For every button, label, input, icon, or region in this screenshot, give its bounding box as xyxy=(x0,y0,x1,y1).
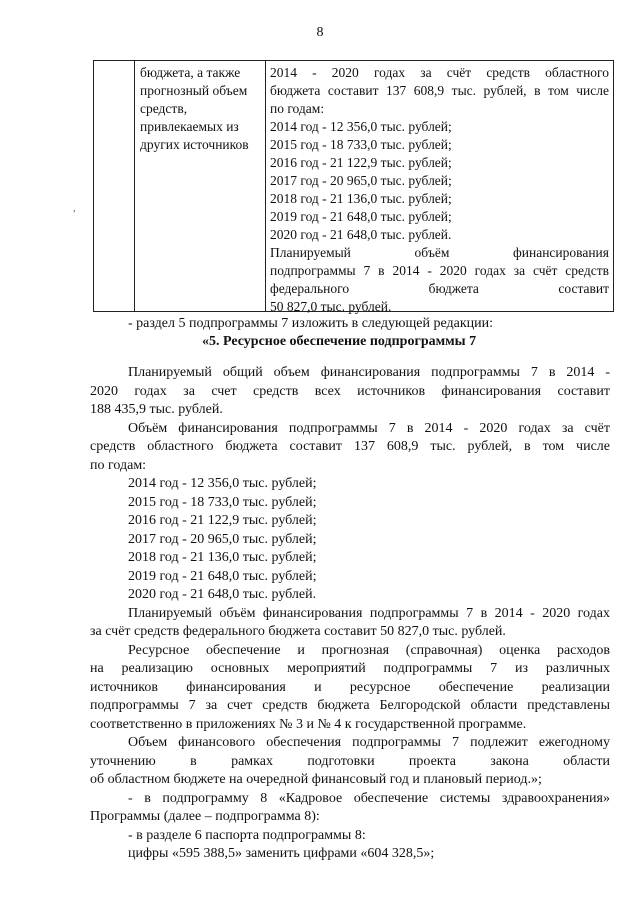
table-right-line: 50 827,0 тыс. рублей. xyxy=(270,299,392,314)
table-right-line: 2019 год - 21 648,0 тыс. рублей; xyxy=(270,209,452,224)
body-line: об областном бюджете на очередной финансовый год и плановый период.»; xyxy=(90,772,542,787)
body-line: 2016 год - 21 122,9 тыс. рублей; xyxy=(128,513,317,528)
body-line: на реализацию основных мероприятий подпрограммы 7 из различных xyxy=(90,661,610,676)
table-left-line: других источников xyxy=(140,137,249,152)
body-line: Планируемый общий объем финансирования подпрограммы 7 в 2014 - xyxy=(128,365,610,380)
table-right-line: 2015 год - 18 733,0 тыс. рублей; xyxy=(270,137,452,152)
body-line: цифры «595 388,5» заменить цифрами «604 328,5»; xyxy=(128,846,435,861)
table-right-cell xyxy=(270,64,609,316)
body-line: средств областного бюджета составит 137 608,9 тыс. рублей, в том числе xyxy=(90,439,610,454)
table-left-line: бюджета, а также xyxy=(140,65,241,80)
body-line: 2018 год - 21 136,0 тыс. рублей; xyxy=(128,550,317,565)
page-number: 8 xyxy=(316,25,324,40)
table-left-line: привлекаемых из xyxy=(140,119,239,134)
body-line: Ресурсное обеспечение и прогнозная (справочная) оценка расходов xyxy=(128,642,610,658)
body-line: по годам: xyxy=(90,457,147,473)
table-right-line: 2018 год - 21 136,0 тыс. рублей; xyxy=(270,191,452,206)
body-line: Объем финансового обеспечения подпрограммы 7 подлежит ежегодному xyxy=(128,735,610,750)
table-right-line: подпрограммы 7 в 2014 - 2020 годах за счёт средств xyxy=(270,263,609,278)
table-right-line: 2014 - 2020 годах за счёт средств областного xyxy=(270,65,609,80)
table-divider xyxy=(134,61,135,311)
table-left-line: средств, xyxy=(140,101,188,116)
body-line: 2019 год - 21 648,0 тыс. рублей; xyxy=(128,568,317,584)
table-left-line: прогнозный объем xyxy=(140,83,248,98)
body-line: 2014 год - 12 356,0 тыс. рублей; xyxy=(128,476,317,491)
body-line: уточнению в рамках подготовки проекта закона области xyxy=(90,753,610,769)
table-right-line: 2014 год - 12 356,0 тыс. рублей; xyxy=(270,119,452,134)
body-line: 2015 год - 18 733,0 тыс. рублей; xyxy=(128,494,317,510)
section-title: «5. Ресурсное обеспечение подпрограммы 7 xyxy=(202,334,477,349)
table-right-line: федерального бюджета составит xyxy=(270,281,609,296)
body-line: источников финансирования и ресурсное обеспечение реализации xyxy=(90,679,610,695)
table-right-line: бюджета составит 137 608,9 тыс. рублей, в том числе xyxy=(270,83,609,98)
body-line: Объём финансирования подпрограммы 7 в 2014 - 2020 годах за счёт xyxy=(128,420,610,436)
table-right-line: Планируемый объём финансирования xyxy=(270,245,609,260)
body-line: 2020 год - 21 648,0 тыс. рублей. xyxy=(128,587,317,602)
body-line: Программы (далее – подпрограмма 8): xyxy=(90,809,320,824)
body-line: соответственно в приложениях № 3 и № 4 к государственной программе. xyxy=(90,716,527,732)
body-line: Планируемый объём финансирования подпрограммы 7 в 2014 - 2020 годах xyxy=(128,605,610,621)
body-line: за счёт средств федерального бюджета составит 50 827,0 тыс. рублей. xyxy=(90,624,506,639)
table-right-line: 2016 год - 21 122,9 тыс. рублей; xyxy=(270,155,452,170)
body-line: 188 435,9 тыс. рублей. xyxy=(90,402,223,417)
body-line: подпрограммы 7 за счет средств бюджета Белгородской области представлены xyxy=(90,698,610,713)
table-right-line: 2020 год - 21 648,0 тыс. рублей. xyxy=(270,227,452,242)
section-body xyxy=(90,364,610,864)
body-line: - в разделе 6 паспорта подпрограммы 8: xyxy=(128,827,366,843)
passport-table xyxy=(93,60,614,312)
margin-mark: , xyxy=(73,203,76,214)
body-line: 2017 год - 20 965,0 тыс. рублей; xyxy=(128,531,317,547)
instruction-text: - раздел 5 подпрограммы 7 изложить в следующей редакции: xyxy=(128,316,494,331)
table-right-line: 2017 год - 20 965,0 тыс. рублей; xyxy=(270,173,452,188)
table-right-line: по годам: xyxy=(270,101,325,116)
body-line: - в подпрограмму 8 «Кадровое обеспечение системы здравоохранения» xyxy=(128,790,610,806)
body-line: 2020 годах за счет средств всех источников финансирования составит xyxy=(90,383,610,399)
